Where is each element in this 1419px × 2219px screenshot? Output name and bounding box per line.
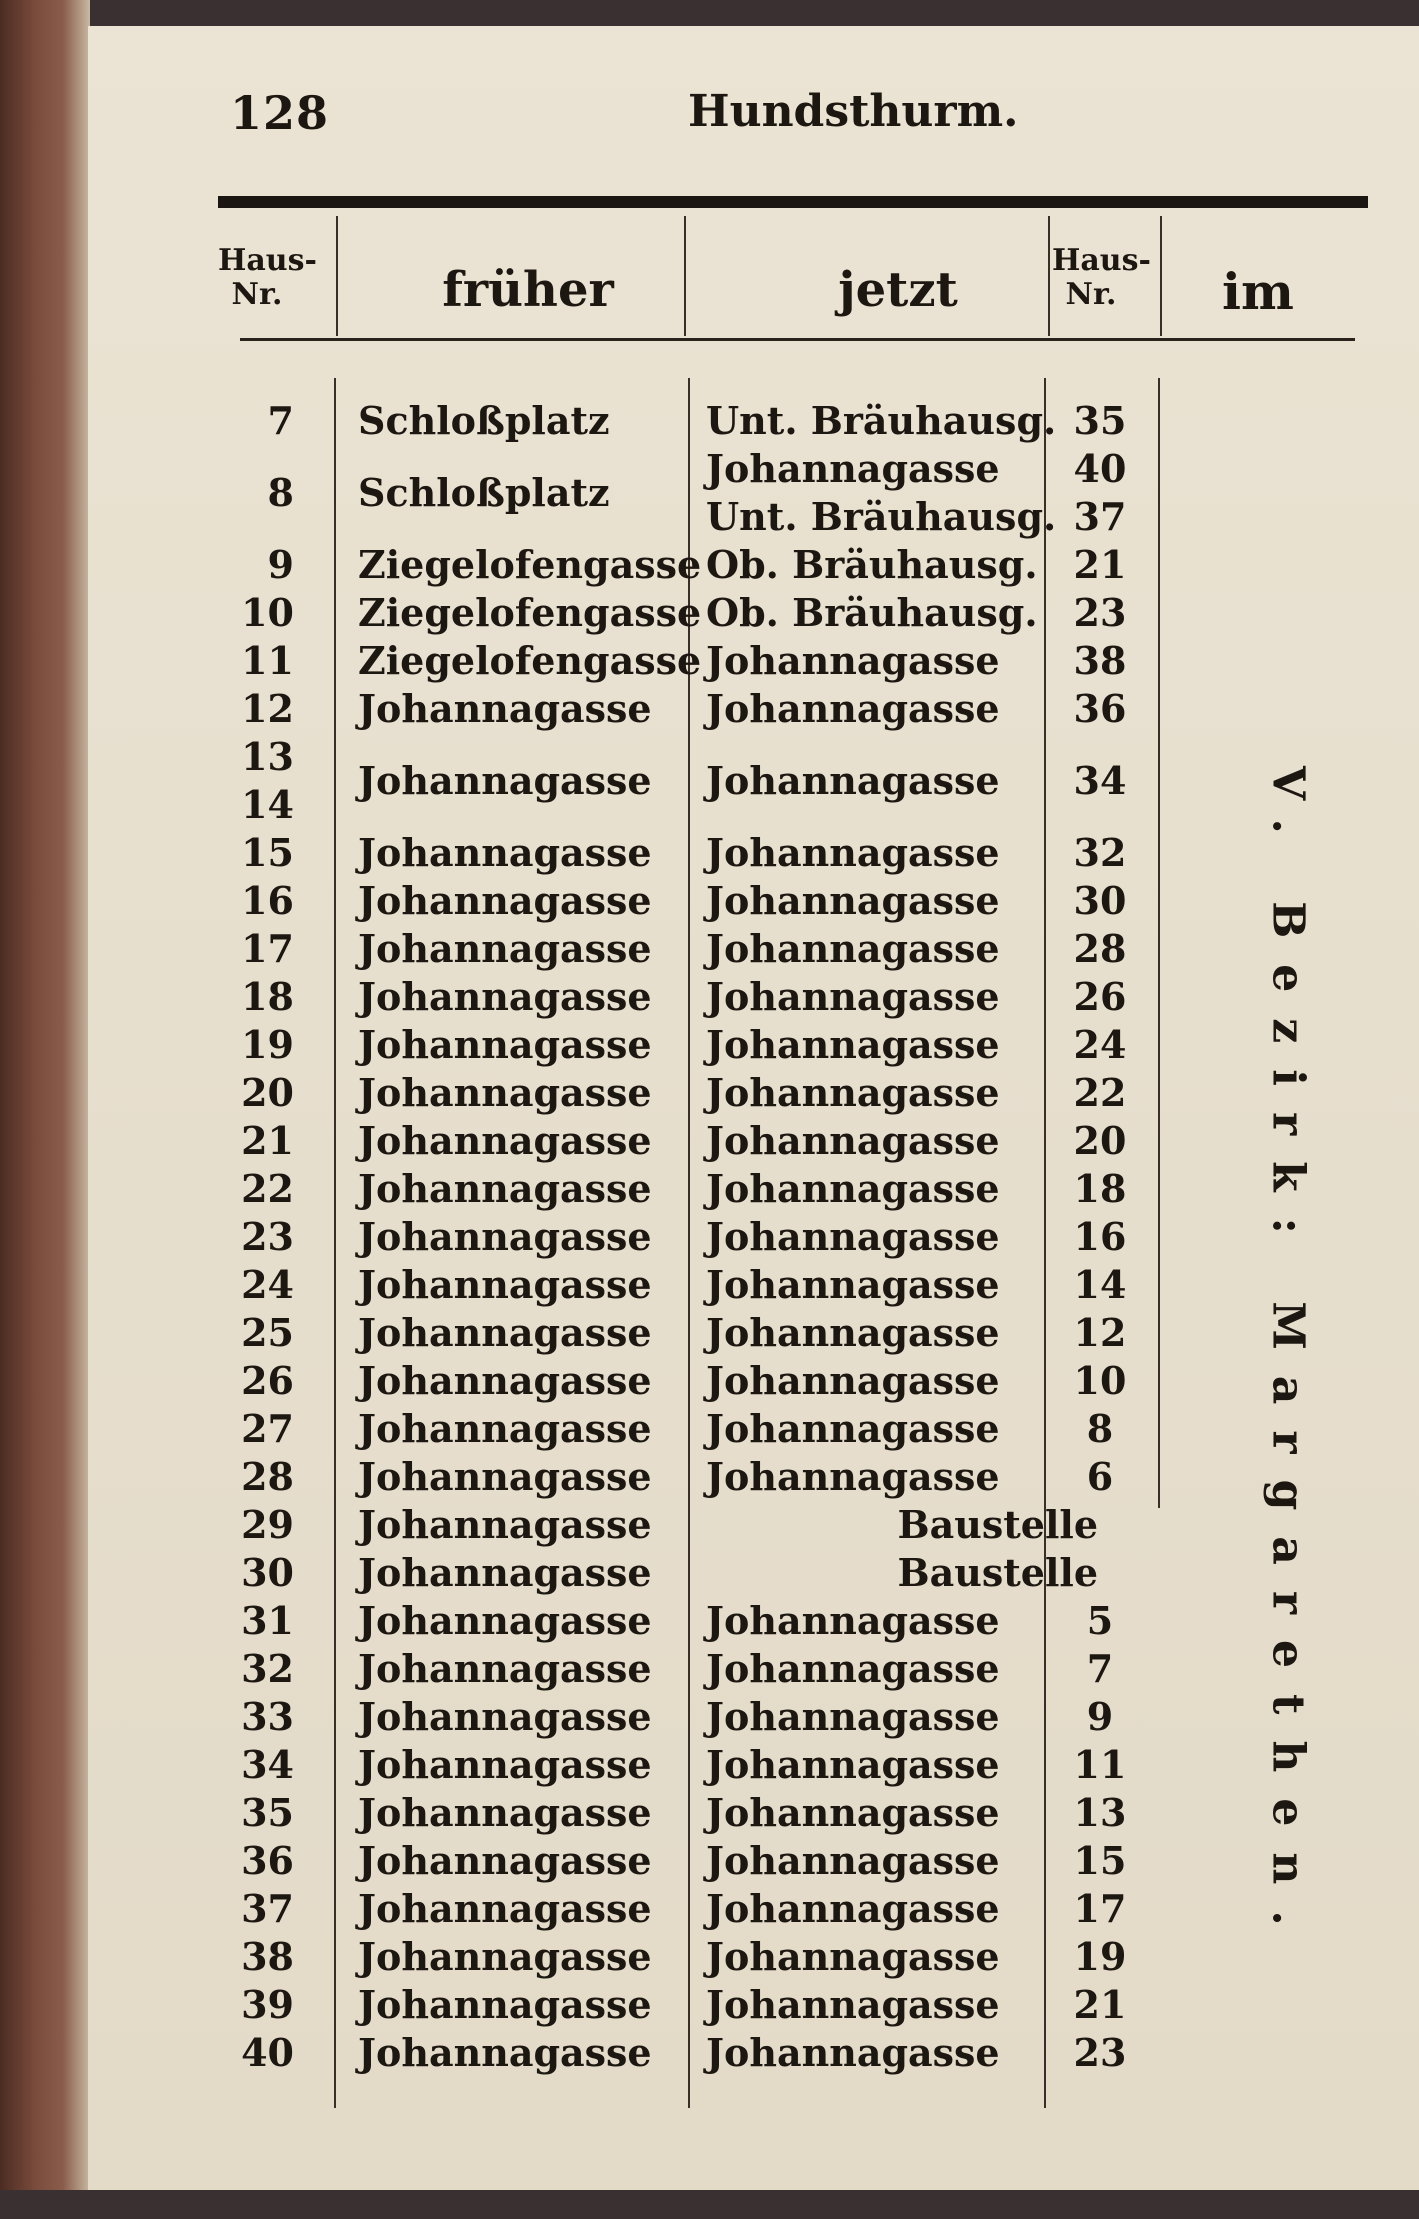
street-new: Baustelle [897,1502,1098,1547]
table-row [88,1646,1419,1694]
house-number-old: 30 [241,1550,294,1595]
street-old: Johannagasse [358,1262,652,1307]
street-old: Johannagasse [358,686,652,731]
house-number-old: 37 [241,1886,294,1931]
street-old: Johannagasse [358,1406,652,1451]
running-head: Hundsthurm. [688,86,1019,137]
street-new: Johannagasse [706,1934,1000,1979]
table-row [88,974,1419,1022]
house-number-new: 35 [1073,398,1127,443]
house-number-old: 35 [241,1790,294,1835]
street-new: Johannagasse [706,2030,1000,2075]
street-old: Schloßplatz [358,398,610,443]
table-row [88,1838,1419,1886]
house-number-new: 15 [1073,1838,1127,1883]
street-old: Johannagasse [358,926,652,971]
house-number-new: 12 [1073,1310,1127,1355]
street-old: Johannagasse [358,974,652,1019]
street-new: Johannagasse [706,1982,1000,2027]
street-new: Johannagasse [706,974,1000,1019]
table-row [88,1790,1419,1838]
house-number-old: 31 [241,1598,294,1643]
house-number-new: 23 [1073,2030,1127,2075]
house-number-new: 40 [1073,446,1127,491]
house-number-old: 39 [241,1982,294,2027]
house-number-old: 18 [241,974,294,1019]
street-new: Johannagasse [706,1454,1000,1499]
page-number: 128 [230,86,330,140]
house-number-old: 14 [241,782,294,827]
street-new: Johannagasse [706,1886,1000,1931]
house-number-old: 12 [241,686,294,731]
house-number-old: 40 [241,2030,294,2075]
book-spine [0,0,90,2219]
table-row [88,2030,1419,2078]
column-header-frueher: früher [442,262,614,318]
house-number-old: 22 [241,1166,294,1211]
address-table [88,26,1419,2190]
street-new: Johannagasse [706,926,1000,971]
district-label: V. Bezirk: Margarethen. [1262,766,1314,1952]
house-number-old: 32 [241,1646,294,1691]
house-number-new: 6 [1086,1454,1114,1499]
table-row [88,1406,1419,1454]
table-row [88,1886,1419,1934]
book-page [88,26,1419,2190]
column-header-haus-nr-left: Haus- Nr. [218,243,317,312]
table-row [88,1550,1419,1598]
street-new: Johannagasse [706,1646,1000,1691]
street-old: Johannagasse [358,1310,652,1355]
house-number-old: 11 [241,638,294,683]
street-old: Johannagasse [358,1118,652,1163]
street-old: Johannagasse [358,1934,652,1979]
street-new: Johannagasse [706,1118,1000,1163]
table-row [88,1502,1419,1550]
street-old: Johannagasse [358,1694,652,1739]
house-number-old: 9 [267,542,294,587]
house-number-new: 32 [1073,830,1127,875]
street-new: Johannagasse [706,1214,1000,1259]
street-new: Johannagasse [706,1022,1000,1067]
house-number-old: 20 [241,1070,294,1115]
street-old: Johannagasse [358,1454,652,1499]
street-new: Johannagasse [706,686,1000,731]
street-new: Johannagasse [706,1790,1000,1835]
street-old: Johannagasse [358,1838,652,1883]
column-header-jetzt: jetzt [838,262,958,318]
house-number-new: 11 [1073,1742,1127,1787]
table-row [88,1694,1419,1742]
house-number-old: 33 [241,1694,294,1739]
table-row [88,1022,1419,1070]
street-old: Johannagasse [358,1022,652,1067]
house-number-old: 7 [267,398,294,443]
column-header-haus-nr-right: Haus- Nr. [1052,243,1151,312]
street-old: Ziegelofengasse [358,542,702,587]
house-number-new: 22 [1073,1070,1127,1115]
street-new: Johannagasse [706,638,1000,683]
street-new: Johannagasse [706,1070,1000,1115]
street-new: Johannagasse [706,758,1000,803]
house-number-new: 19 [1073,1934,1127,1979]
table-row [88,1262,1419,1310]
house-number-new: 38 [1073,638,1127,683]
table-row [88,1934,1419,1982]
street-new: Unt. Bräuhausg. [706,494,1057,539]
street-old: Johannagasse [358,1214,652,1259]
house-number-new: 34 [1073,758,1127,803]
street-new: Ob. Bräuhausg. [706,542,1038,587]
street-new: Johannagasse [706,1742,1000,1787]
street-old: Johannagasse [358,1790,652,1835]
table-row [88,1742,1419,1790]
house-number-new: 20 [1073,1118,1127,1163]
house-number-new: 28 [1073,926,1127,971]
street-old: Johannagasse [358,1742,652,1787]
house-number-old: 24 [241,1262,294,1307]
house-number-new: 23 [1073,590,1127,635]
street-old: Johannagasse [358,878,652,923]
table-row [88,446,1419,542]
house-number-new: 10 [1073,1358,1127,1403]
column-header-im: im [1222,262,1294,321]
street-new: Johannagasse [706,830,1000,875]
street-new: Johannagasse [706,878,1000,923]
house-number-old: 34 [241,1742,294,1787]
house-number-old: 8 [267,470,294,515]
house-number-old: 28 [241,1454,294,1499]
street-old: Johannagasse [358,1166,652,1211]
house-number-old: 13 [241,734,294,779]
table-row [88,1598,1419,1646]
street-old: Johannagasse [358,2030,652,2075]
street-old: Johannagasse [358,1502,652,1547]
street-old: Ziegelofengasse [358,638,702,683]
table-row [88,1166,1419,1214]
house-number-old: 27 [241,1406,294,1451]
house-number-new: 21 [1073,542,1127,587]
street-new: Johannagasse [706,446,1000,491]
house-number-new: 9 [1086,1694,1114,1739]
house-number-old: 17 [241,926,294,971]
house-number-old: 10 [241,590,294,635]
street-new: Johannagasse [706,1262,1000,1307]
table-row [88,398,1419,446]
street-old: Johannagasse [358,830,652,875]
street-old: Johannagasse [358,1646,652,1691]
house-number-new: 14 [1073,1262,1127,1307]
house-number-old: 36 [241,1838,294,1883]
street-new: Johannagasse [706,1406,1000,1451]
street-old: Johannagasse [358,1358,652,1403]
street-new: Baustelle [897,1550,1098,1595]
house-number-new: 30 [1073,878,1127,923]
house-number-old: 15 [241,830,294,875]
table-row [88,830,1419,878]
street-old: Johannagasse [358,1886,652,1931]
street-old: Johannagasse [358,1598,652,1643]
house-number-new: 36 [1073,686,1127,731]
house-number-old: 26 [241,1358,294,1403]
table-row [88,542,1419,590]
house-number-new: 16 [1073,1214,1127,1259]
table-row [88,1310,1419,1358]
table-row [88,590,1419,638]
table-row [88,686,1419,734]
book-edge-top [0,0,1419,28]
street-old: Johannagasse [358,1982,652,2027]
book-edge-bottom [0,2190,1419,2219]
house-number-new: 21 [1073,1982,1127,2027]
street-old: Ziegelofengasse [358,590,702,635]
street-new: Johannagasse [706,1310,1000,1355]
street-new: Johannagasse [706,1694,1000,1739]
house-number-new: 5 [1086,1598,1114,1643]
table-row [88,1118,1419,1166]
table-row [88,734,1419,830]
house-number-new: 18 [1073,1166,1127,1211]
house-number-new: 7 [1086,1646,1114,1691]
house-number-new: 37 [1073,494,1127,539]
house-number-old: 19 [241,1022,294,1067]
house-number-new: 24 [1073,1022,1127,1067]
street-old: Johannagasse [358,1070,652,1115]
street-old: Johannagasse [358,758,652,803]
house-number-old: 29 [241,1502,294,1547]
street-old: Schloßplatz [358,470,610,515]
house-number-old: 25 [241,1310,294,1355]
house-number-old: 23 [241,1214,294,1259]
house-number-old: 38 [241,1934,294,1979]
house-number-new: 17 [1073,1886,1127,1931]
house-number-new: 26 [1073,974,1127,1019]
house-number-old: 16 [241,878,294,923]
table-row [88,878,1419,926]
street-new: Unt. Bräuhausg. [706,398,1057,443]
table-row [88,1982,1419,2030]
street-new: Johannagasse [706,1166,1000,1211]
street-new: Johannagasse [706,1598,1000,1643]
house-number-new: 13 [1073,1790,1127,1835]
house-number-old: 21 [241,1118,294,1163]
street-new: Ob. Bräuhausg. [706,590,1038,635]
table-row [88,1454,1419,1502]
street-new: Johannagasse [706,1838,1000,1883]
table-row [88,1070,1419,1118]
street-new: Johannagasse [706,1358,1000,1403]
house-number-new: 8 [1086,1406,1114,1451]
table-row [88,926,1419,974]
table-row [88,1358,1419,1406]
street-old: Johannagasse [358,1550,652,1595]
table-row [88,1214,1419,1262]
table-row [88,638,1419,686]
